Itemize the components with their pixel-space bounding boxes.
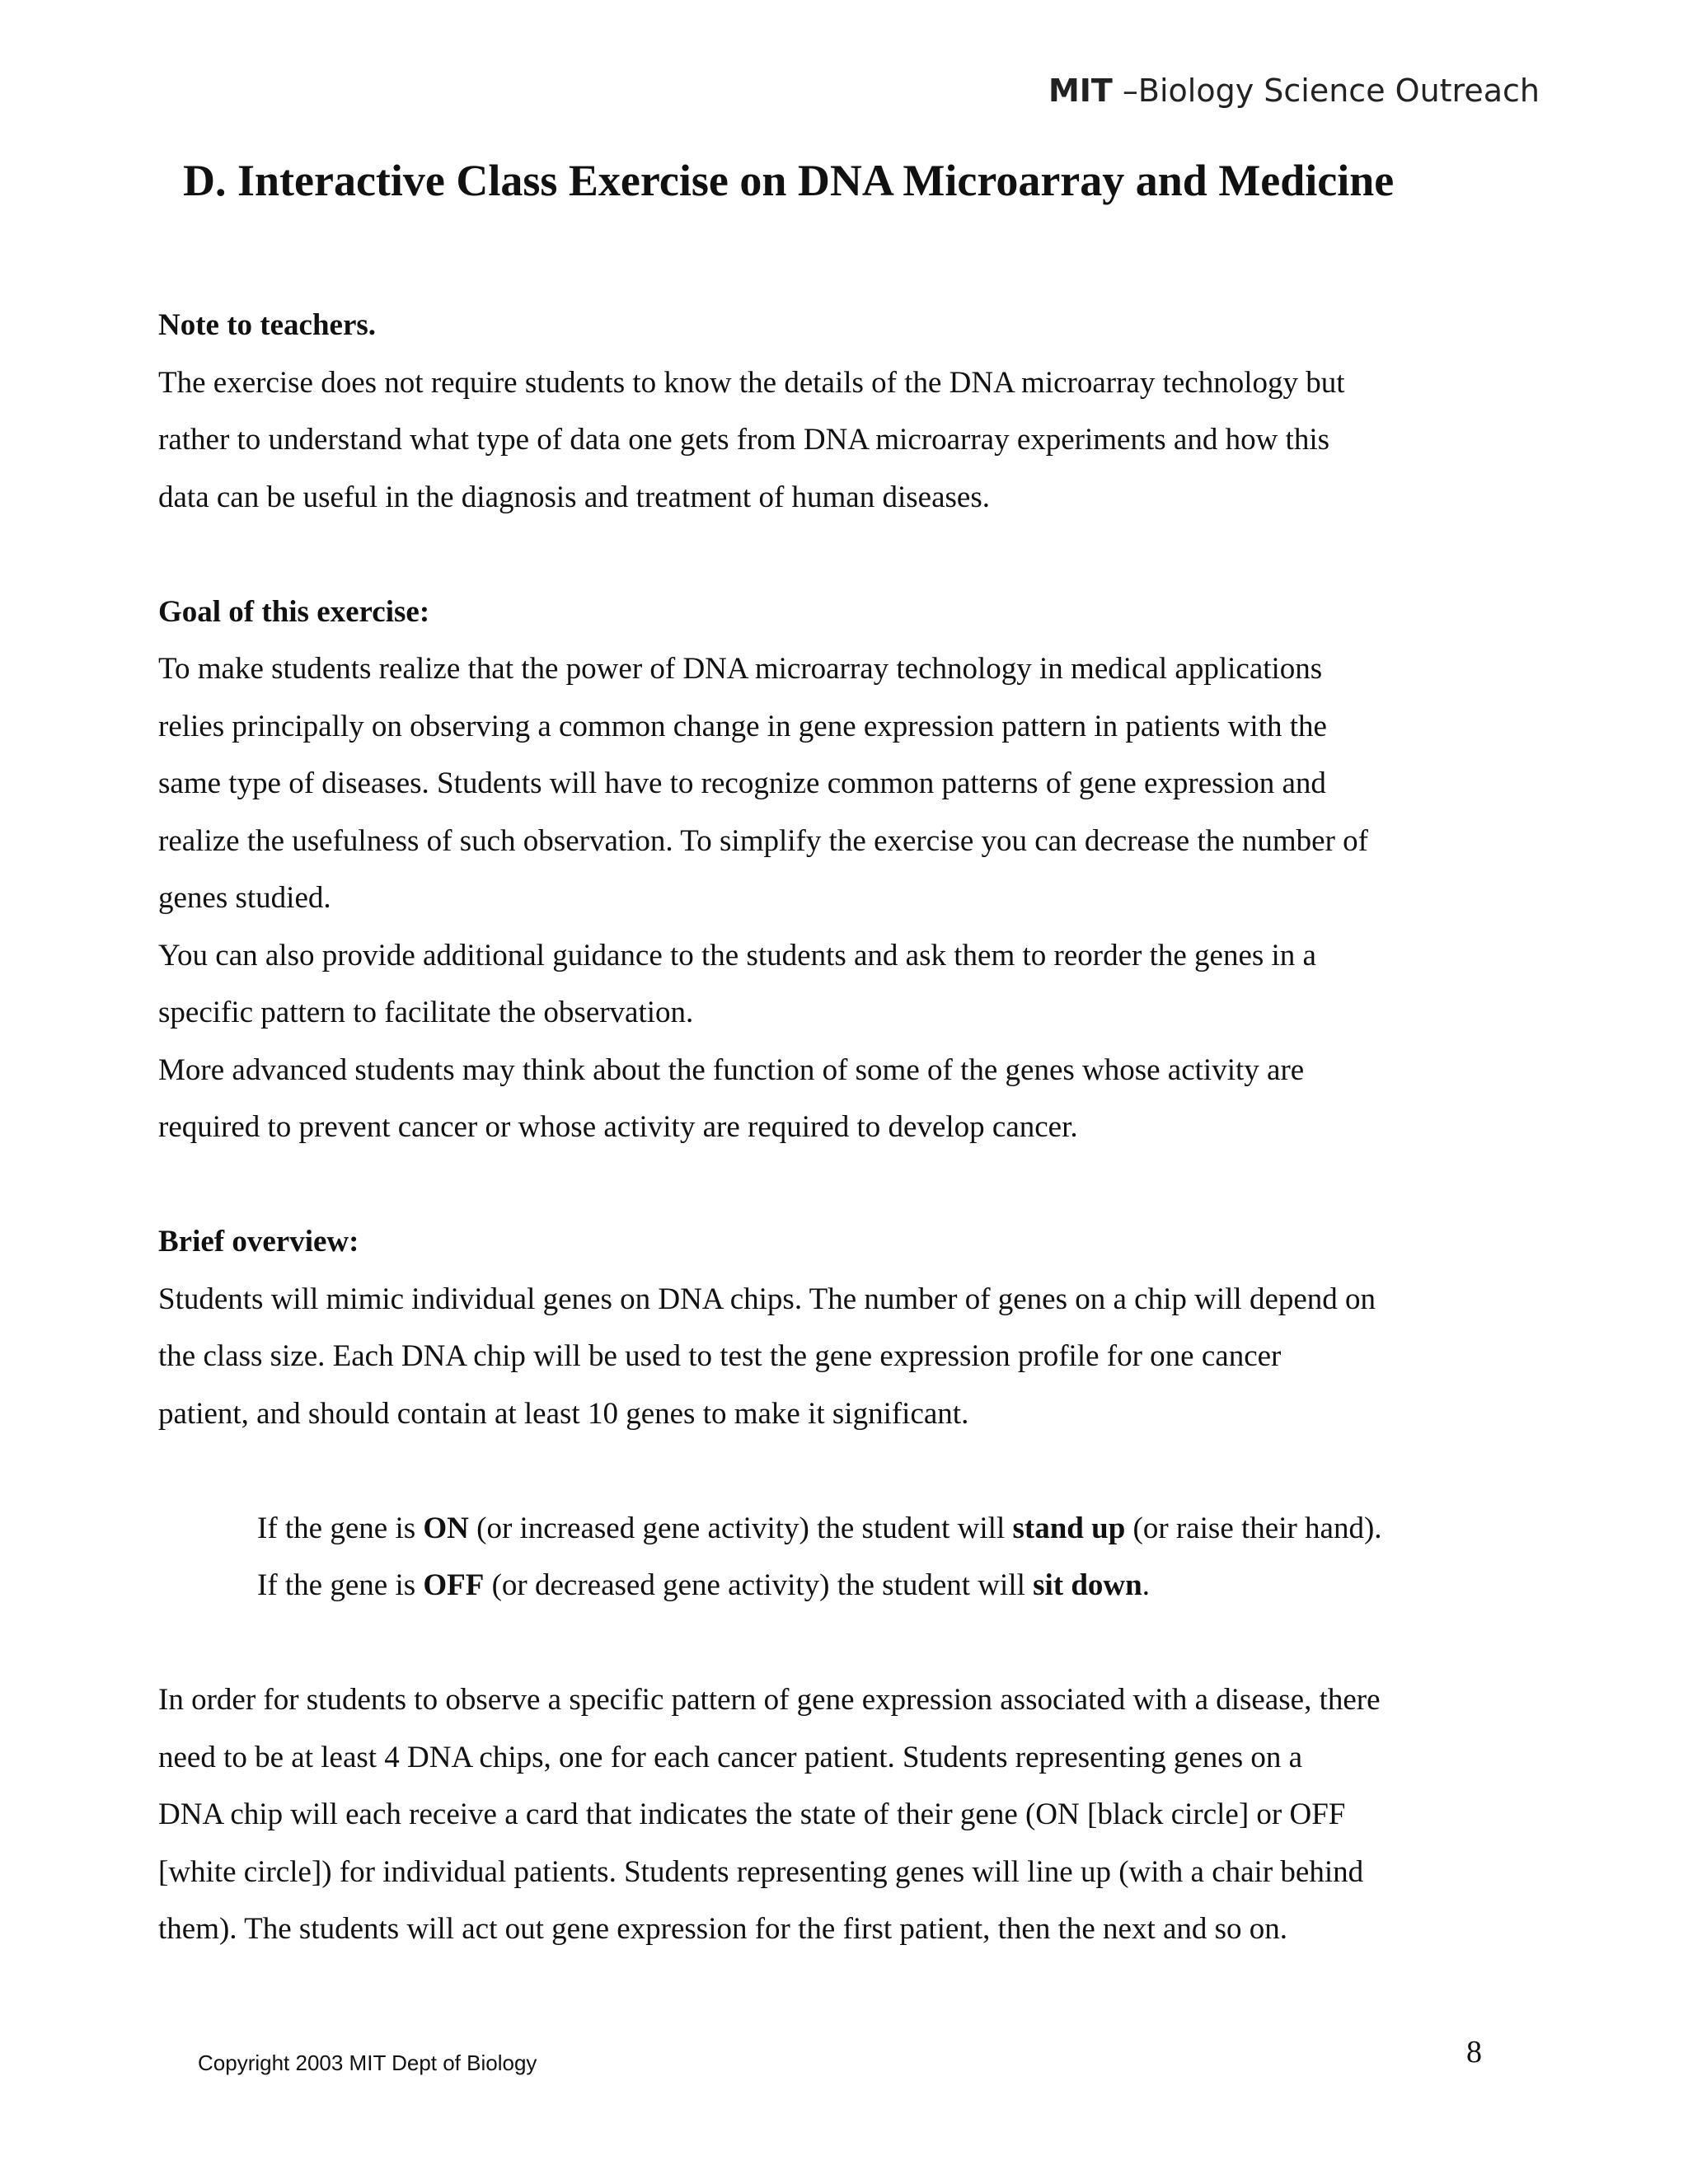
overview-final-line: In order for students to observe a specific pattern of gene expression associated with a disease, there	[158, 1683, 1381, 1717]
overview-final-line: [white circle]) for individual patients. Students representing genes will line up (with a chair behind	[158, 1854, 1364, 1889]
rule-off-text: .	[1142, 1568, 1150, 1602]
rule-on-text: (or raise their hand).	[1125, 1511, 1382, 1545]
goal-line: genes studied.	[158, 881, 331, 915]
goal-line: specific pattern to facilitate the observation.	[158, 996, 694, 1029]
page-number: 8	[1466, 2035, 1482, 2069]
rule-on-text: If the gene is	[257, 1511, 424, 1545]
spacer	[158, 526, 1510, 583]
rule-off-keyword: OFF	[423, 1568, 485, 1602]
note-line: rather to understand what type of data one gets from DNA microarray experiments and how this	[158, 423, 1329, 457]
goal-heading: Goal of this exercise:	[158, 594, 430, 629]
goal-line: You can also provide additional guidance to the students and ask them to reorder the genes in a	[158, 938, 1316, 972]
goal-line: relies principally on observing a common change in gene expression pattern in patients with the	[158, 709, 1327, 743]
rule-on-action: stand up	[1012, 1511, 1126, 1545]
footer-copyright: Copyright 2003 MIT Dept of Biology	[198, 2050, 537, 2075]
overview-final-line: need to be at least 4 DNA chips, one for each cancer patient. Students representing genes on a	[158, 1740, 1303, 1774]
note-line: The exercise does not require students to know the details of the DNA microarray technology but	[158, 365, 1345, 400]
rule-on	[158, 1500, 1510, 1558]
spacer	[158, 1615, 1510, 1672]
goal-line: realize the usefulness of such observation. To simplify the exercise you can decrease the number of	[158, 823, 1368, 858]
rule-off-text: If the gene is	[257, 1568, 424, 1602]
rule-on-keyword: ON	[423, 1511, 469, 1545]
spacer	[158, 1156, 1510, 1214]
rule-off	[158, 1557, 1510, 1615]
rule-off-action: sit down	[1033, 1568, 1142, 1602]
overview-final-line: DNA chip will each receive a card that indicates the state of their gene (ON [black circle] or OFF	[158, 1797, 1346, 1831]
header-dept: Biology Science Outreach	[1137, 73, 1540, 109]
overview-line: Students will mimic individual genes on DNA chips. The number of genes on a chip will depend on	[158, 1282, 1376, 1316]
note-line: data can be useful in the diagnosis and treatment of human diseases.	[158, 480, 990, 514]
goal-line: required to prevent cancer or whose activity are required to develop cancer.	[158, 1110, 1078, 1144]
rule-off-text: (or decreased gene activity) the student will	[484, 1568, 1034, 1602]
document-body	[158, 297, 1510, 1958]
page-header	[1048, 73, 1540, 109]
page-title: D. Interactive Class Exercise on DNA Microarray and Medicine	[183, 156, 1395, 205]
overview-line: the class size. Each DNA chip will be used to test the gene expression profile for one cancer	[158, 1339, 1282, 1373]
note-heading: Note to teachers.	[158, 308, 377, 342]
overview-final-line: them). The students will act out gene expression for the first patient, then the next and so on.	[158, 1912, 1288, 1946]
overview-heading: Brief overview:	[158, 1225, 359, 1258]
overview-line: patient, and should contain at least 10 genes to make it significant.	[158, 1396, 969, 1431]
goal-line: More advanced students may think about the function of some of the genes whose activity are	[158, 1052, 1305, 1087]
rule-on-text: (or increased gene activity) the student will	[468, 1511, 1013, 1545]
header-separator: –	[1112, 73, 1138, 109]
goal-line: To make students realize that the power of DNA microarray technology in medical applications	[158, 652, 1323, 686]
header-org: MIT	[1048, 73, 1113, 109]
spacer	[158, 1442, 1510, 1500]
goal-line: same type of diseases. Students will have to recognize common patterns of gene expression and	[158, 766, 1326, 800]
